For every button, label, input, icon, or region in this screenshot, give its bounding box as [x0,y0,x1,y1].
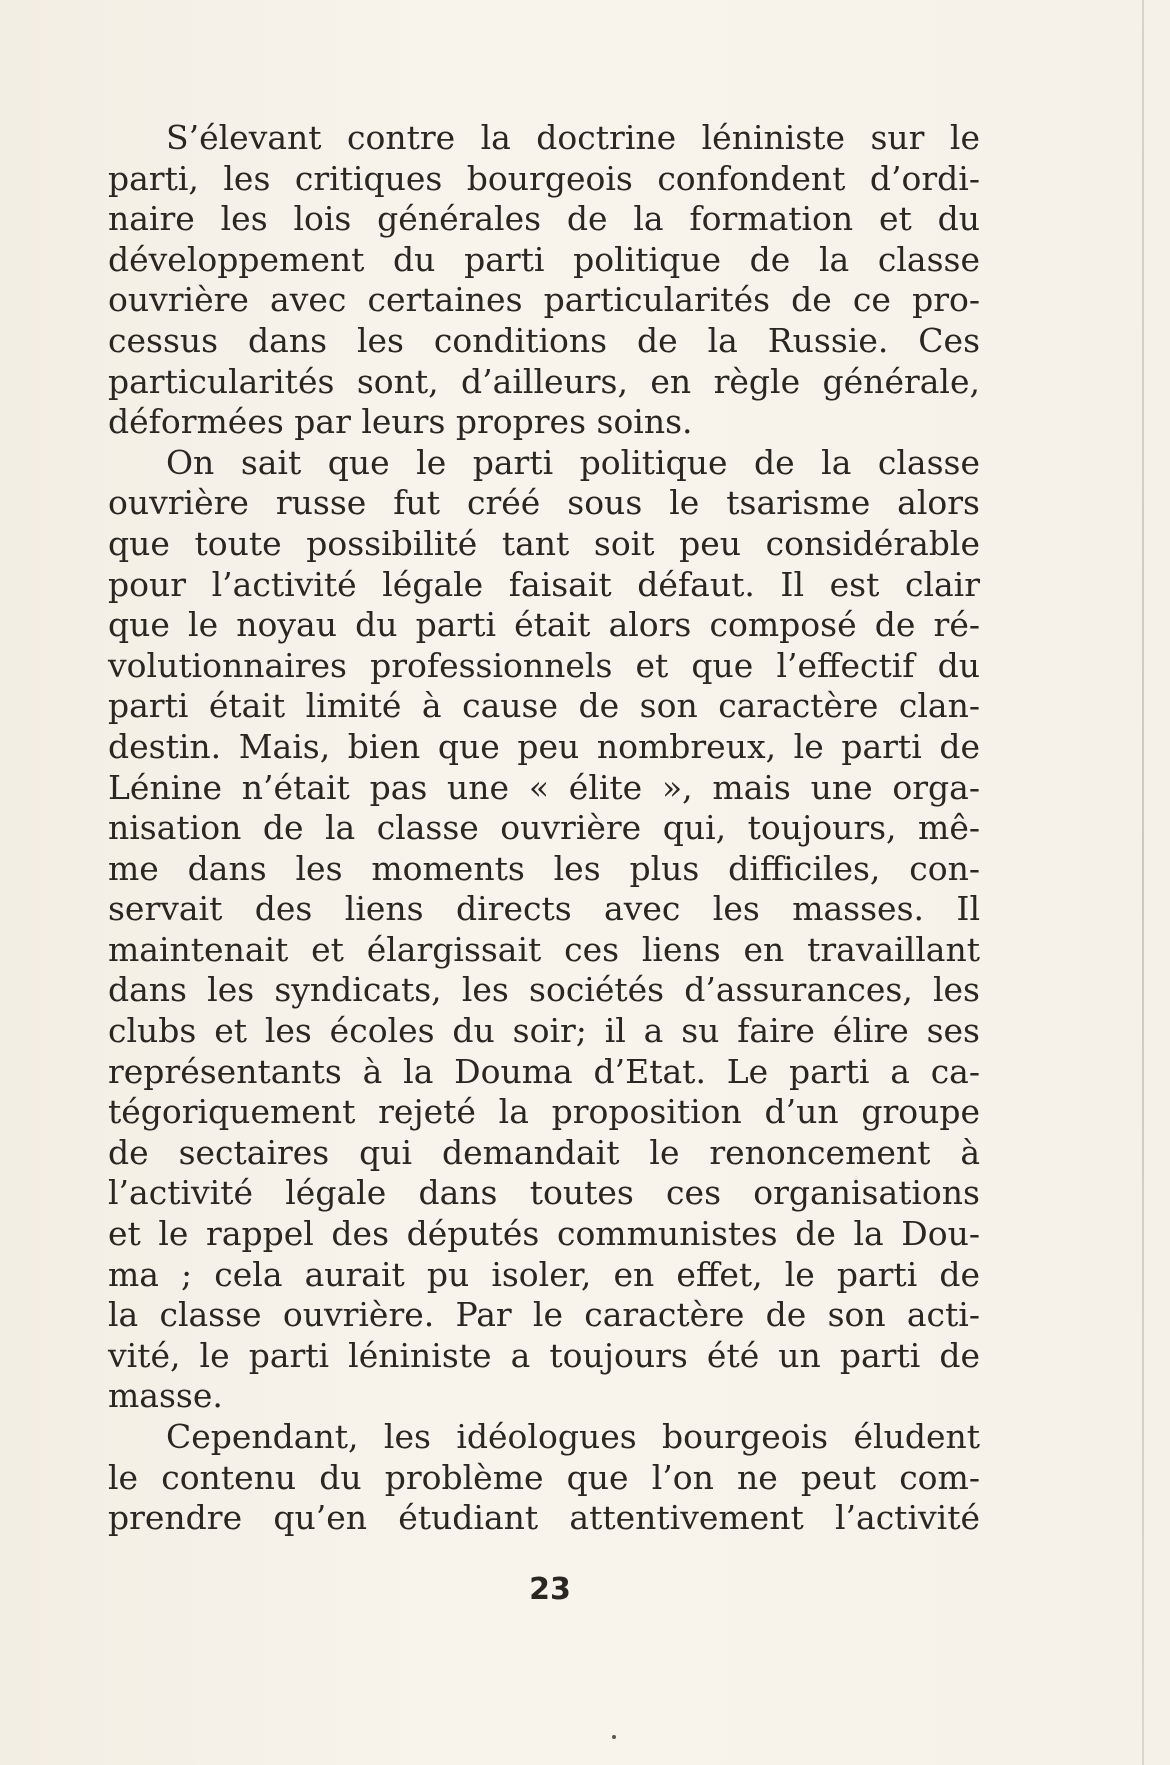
page-number: 23 [529,1572,571,1607]
text-line: Lénine n’était pas une « élite », mais une orga- [108,767,980,807]
text-line: servait des liens directs avec les masses. Il [108,889,980,929]
text-line: prendre qu’en étudiant attentivement l’activité [108,1498,980,1538]
text-line: S’élevant contre la doctrine léniniste sur le [166,118,980,157]
text-line: que toute possibilité tant soit peu considérable [108,523,980,563]
text-line: naire les lois générales de la formation et du [108,199,980,239]
text-line: maintenait et élargissait ces liens en travaillant [108,929,980,969]
text-line: me dans les moments les plus difficiles, con- [108,848,980,888]
text-line: dans les syndicats, les sociétés d’assurances, les [108,970,980,1010]
page-edge-line [1142,0,1144,1765]
text-line: pour l’activité légale faisait défaut. Il est clair [108,564,980,604]
text-line: ouvrière avec certaines particularités de ce pro- [108,280,980,320]
text-line: cessus dans les conditions de la Russie. Ces [108,320,980,360]
text-line: clubs et les écoles du soir; il a su faire élire ses [108,1011,980,1051]
text-line: ma ; cela aurait pu isoler, en effet, le parti de [108,1254,980,1294]
text-line: volutionnaires professionnels et que l’effectif du [108,645,980,685]
text-line: représentants à la Douma d’Etat. Le parti a ca- [108,1051,980,1091]
text-line: On sait que le parti politique de la classe [166,442,980,482]
print-speck [612,1735,616,1739]
text-line: ouvrière russe fut créé sous le tsarisme alors [108,483,980,523]
text-line: la classe ouvrière. Par le caractère de son acti- [108,1295,980,1335]
text-line: Cependant, les idéologues bourgeois éludent [166,1417,980,1456]
text-line: l’activité légale dans toutes ces organisations [108,1173,980,1213]
text-line: particularités sont, d’ailleurs, en règle générale, [108,361,980,401]
text-line: nisation de la classe ouvrière qui, toujours, mê- [108,808,980,848]
text-line: vité, le parti léniniste a toujours été un parti de [108,1335,980,1375]
text-line: parti, les critiques bourgeois confondent d’ordi- [108,158,980,198]
text-line: de sectaires qui demandait le renoncement à [108,1132,980,1172]
text-line: que le noyau du parti était alors composé de ré- [108,605,980,645]
text-line: tégoriquement rejeté la proposition d’un groupe [108,1092,980,1132]
text-line: développement du parti politique de la classe [108,239,980,279]
text-line: déformées par leurs propres soins. [108,402,693,442]
text-line: le contenu du problème que l’on ne peut com- [108,1457,980,1497]
text-line: parti était limité à cause de son caractère clan- [108,686,980,726]
text-line: destin. Mais, bien que peu nombreux, le parti de [108,726,980,766]
body-text [108,118,980,1539]
text-line: et le rappel des députés communistes de la Dou- [108,1214,980,1254]
text-line: masse. [108,1376,223,1416]
